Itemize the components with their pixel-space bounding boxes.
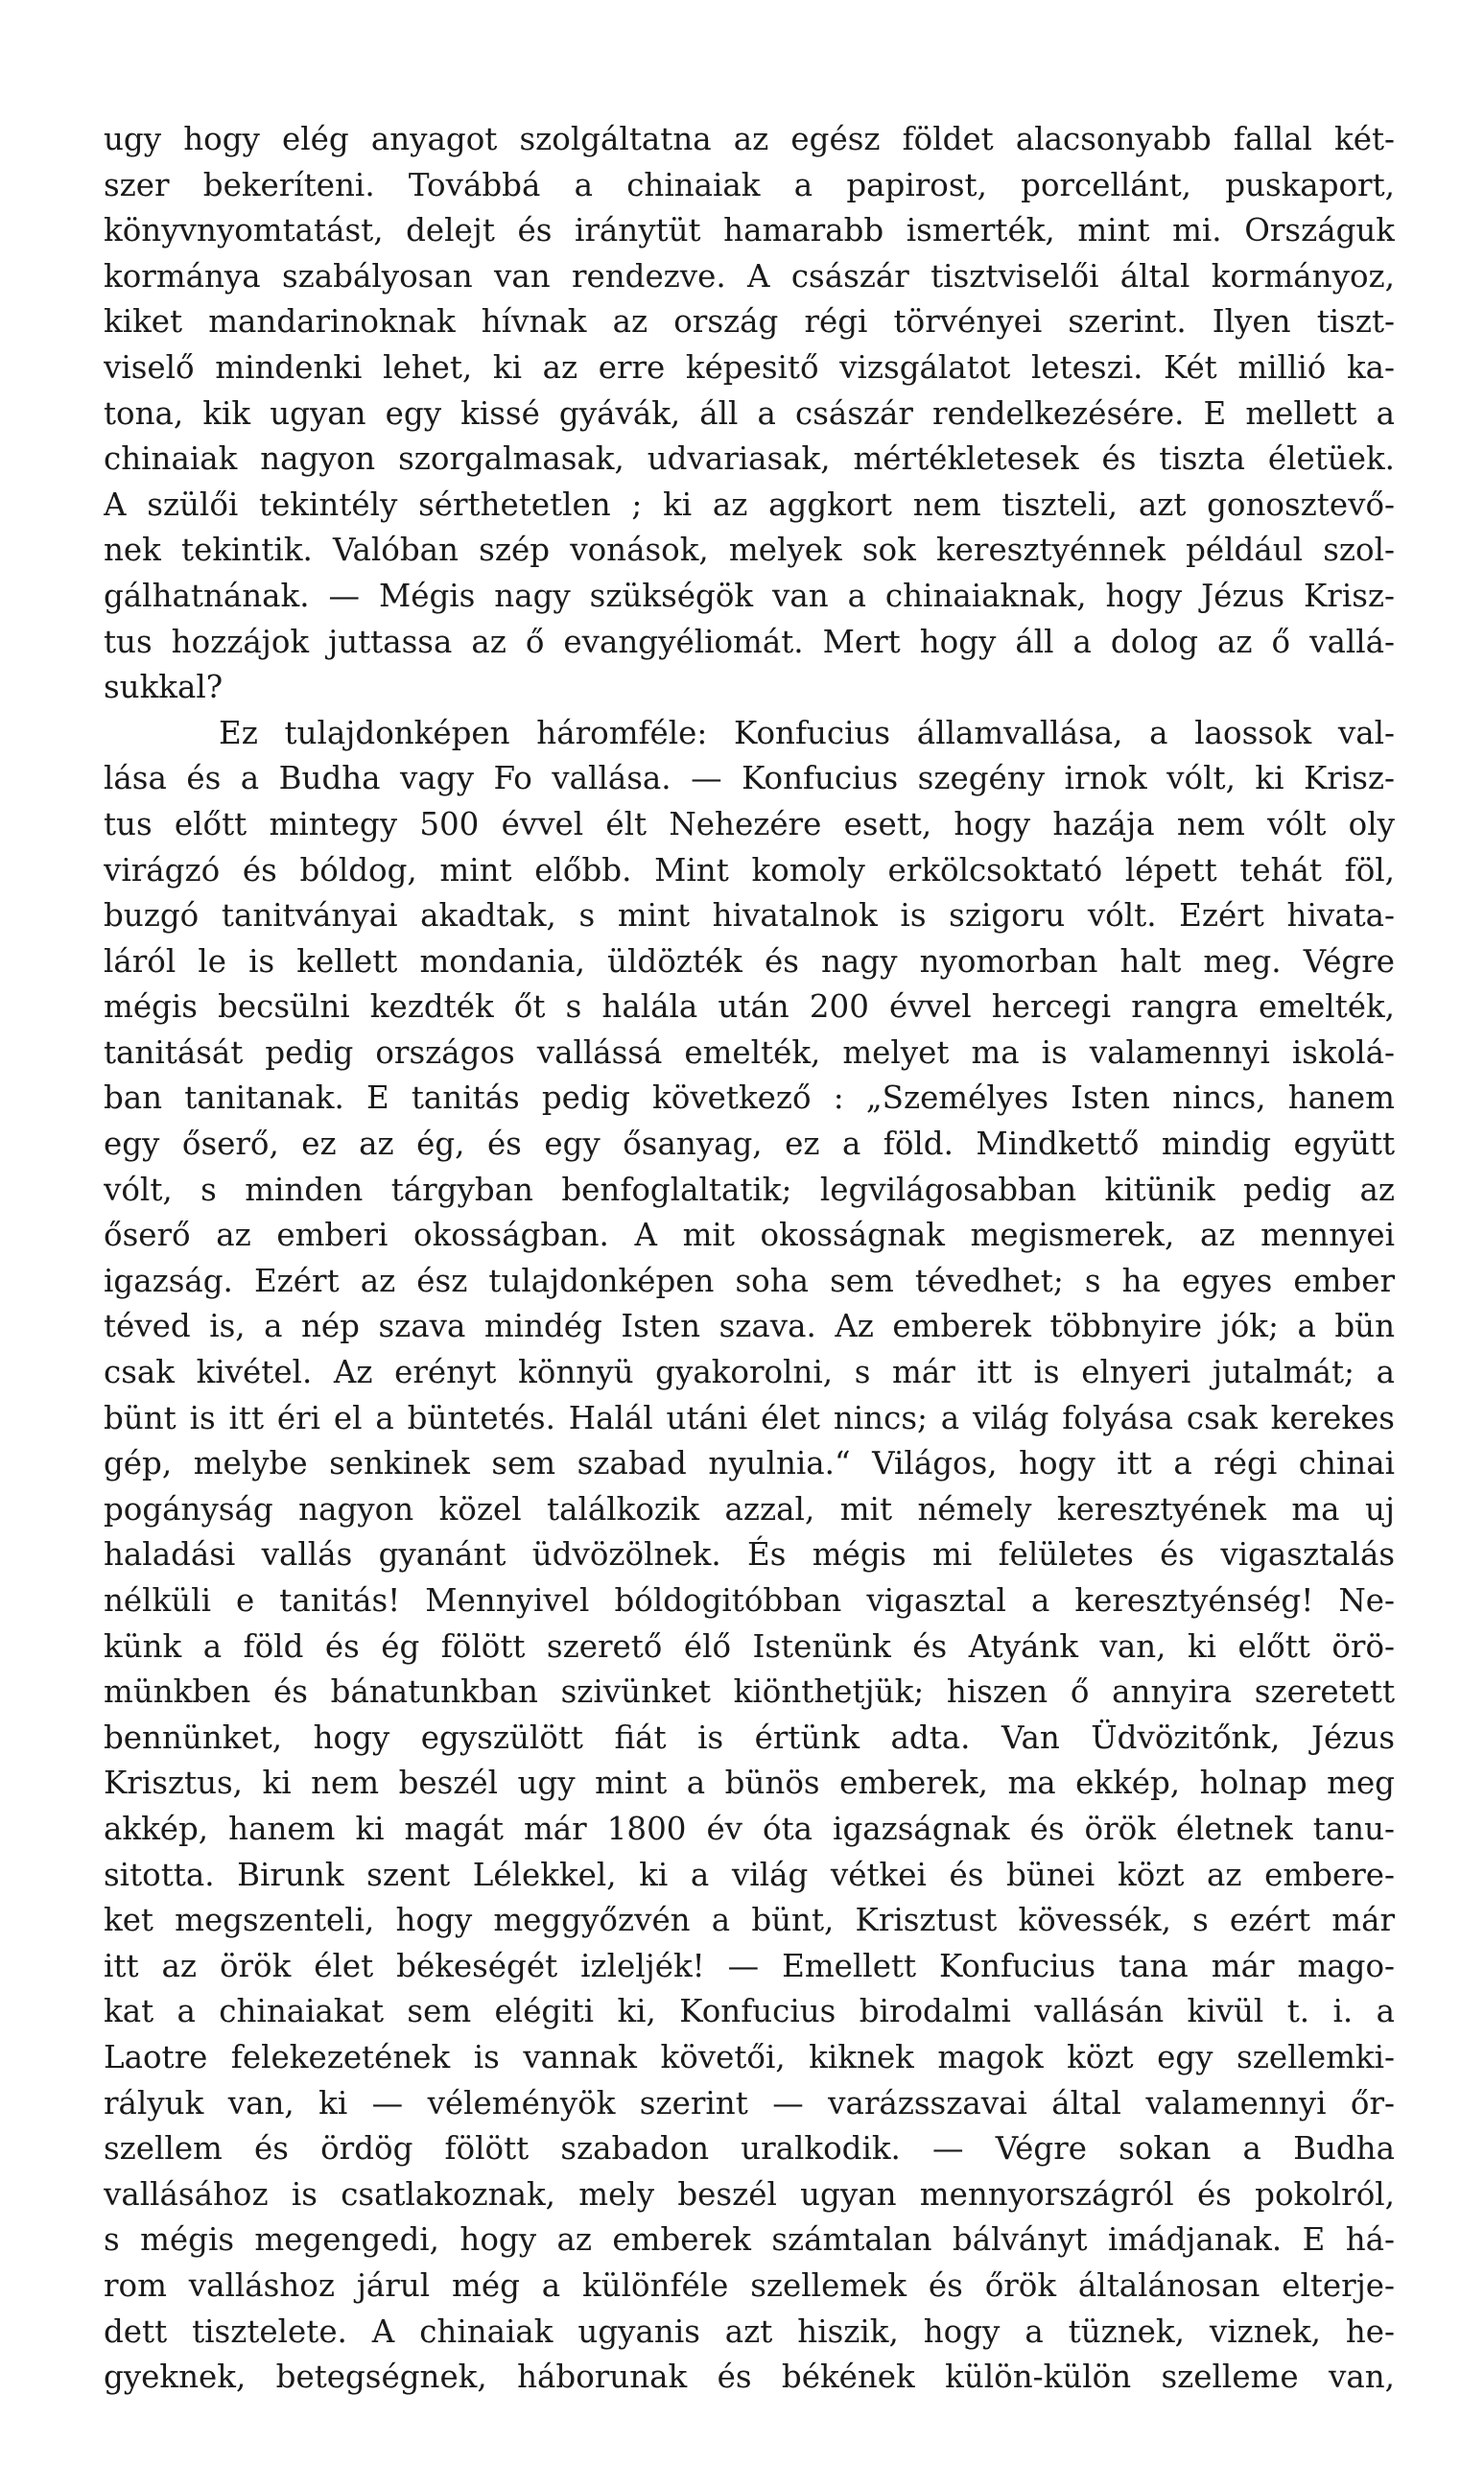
text-line: sitotta. Birunk szent Lélekkel, ki a világ vétkei és bünei közt az embere- (104, 1856, 1395, 1893)
text-line: ban tanitanak. E tanitás pedig következő : „Személyes Isten nincs, hanem (104, 1079, 1395, 1117)
text-line: Krisztus, ki nem beszél ugy mint a bünös emberek, ma ekkép, holnap meg (104, 1765, 1395, 1802)
text-line: tus hozzájok juttassa az ő evangyéliomát. Mert hogy áll a dolog az ő vallá- (104, 623, 1395, 660)
text-line: csak kivétel. Az erényt könnyü gyakorolni, s már itt is elnyeri jutalmát; a (104, 1354, 1395, 1391)
text-line: gálhatnának. — Mégis nagy szükségök van a chinaiaknak, hogy Jézus Krisz- (104, 577, 1395, 614)
text-line: mégis becsülni kezdték őt s halála után 200 évvel hercegi rangra emelték, (104, 988, 1395, 1026)
text-line: pogányság nagyon közel találkozik azzal, mit némely keresztyének ma uj (104, 1490, 1395, 1528)
text-line: lása és a Budha vagy Fo vallása. — Konfucius szegény irnok vólt, ki Krisz- (104, 760, 1395, 797)
text-line: bennünket, hogy egyszülött fiát is értünk adta. Van Üdvözitőnk, Jézus (104, 1719, 1395, 1756)
text-line: tus előtt mintegy 500 évvel élt Nehezére esett, hogy hazája nem vólt oly (104, 805, 1395, 842)
text-line: akkép, hanem ki magát már 1800 év óta igazságnak és örök életnek tanu- (104, 1810, 1395, 1847)
text-line: dett tisztelete. A chinaiak ugyanis azt hiszik, hogy a tüznek, viznek, he- (104, 2312, 1395, 2350)
text-line: láról le is kellett mondania, üldözték és nagy nyomorban halt meg. Végre (104, 942, 1395, 980)
text-line: nek tekintik. Valóban szép vonások, melyek sok keresztyénnek például szol- (104, 532, 1395, 569)
text-line: könyvnyomtatást, delejt és iránytüt hamarabb ismerték, mint mi. Országuk (104, 212, 1395, 249)
text-line: igazság. Ezért az ész tulajdonképen soha sem tévedhet; s ha egyes ember (104, 1262, 1395, 1299)
text-line: kormánya szabályosan van rendezve. A császár tisztviselői által kormányoz, (104, 257, 1395, 295)
text-line: nélküli e tanitás! Mennyivel bóldogitóbban vigasztal a keresztyénség! Ne- (104, 1582, 1395, 1619)
text-line: virágzó és bóldog, mint előbb. Mint komoly erkölcsoktató lépett tehát föl, (104, 851, 1395, 889)
text-line: kiket mandarinoknak hívnak az ország régi törvényei szerint. Ilyen tiszt- (104, 303, 1395, 341)
text-line: gyeknek, betegségnek, háborunak és békének külön-külön szelleme van, (104, 2359, 1395, 2396)
text-line: rom valláshoz járul még a különféle szellemek és őrök általánosan elterje- (104, 2266, 1395, 2304)
text-line: A szülői tekintély sérthetetlen ; ki az aggkort nem tiszteli, azt gonosztevő- (104, 486, 1395, 523)
text-line: münkben és bánatunkban szivünket kiönthetjük; hiszen ő annyira szeretett (104, 1673, 1395, 1711)
text-line: egy őserő, ez az ég, és egy ősanyag, ez a föld. Mindkettő mindig együtt (104, 1126, 1395, 1163)
text-line: szellem és ördög fölött szabadon uralkodik. — Végre sokan a Budha (104, 2130, 1395, 2168)
text-line: őserő az emberi okosságban. A mit okosságnak megismerek, az mennyei (104, 1217, 1395, 1254)
text-line: tanitását pedig országos vallássá emelték, melyet ma is valamennyi iskolá- (104, 1033, 1395, 1071)
page-text-block (104, 117, 1395, 2401)
text-line: viselő mindenki lehet, ki az erre képesitő vizsgálatot leteszi. Két millió ka- (104, 348, 1395, 386)
text-line: itt az örök élet békeségét izleljék! — Emellett Konfucius tana már mago- (104, 1947, 1395, 1984)
text-line: bünt is itt éri el a büntetés. Halál utáni élet nincs; a világ folyása csak kerekes (104, 1399, 1395, 1436)
text-line: téved is, a nép szava mindég Isten szava. Az emberek többnyire jók; a bün (104, 1308, 1395, 1345)
text-line: haladási vallás gyanánt üdvözölnek. És mégis mi felületes és vigasztalás (104, 1536, 1395, 1574)
text-line: ugy hogy elég anyagot szolgáltatna az egész földet alacsonyabb fallal két- (104, 121, 1395, 157)
text-line: kat a chinaiakat sem elégiti ki, Konfucius birodalmi vallásán kivül t. i. a (104, 1993, 1395, 2030)
text-line: ket megszenteli, hogy meggyőzvén a bünt, Krisztust kövessék, s ezért már (104, 1902, 1395, 1939)
text-line: chinaiak nagyon szorgalmasak, udvariasak, mértékletesek és tiszta életüek. (104, 440, 1395, 478)
text-line: künk a föld és ég fölött szerető élő Istenünk és Atyánk van, ki előtt örö- (104, 1627, 1395, 1665)
text-line: buzgó tanitványai akadtak, s mint hivatalnok is szigoru vólt. Ezért hivata- (104, 897, 1395, 935)
text-line: gép, melybe senkinek sem szabad nyulnia.“ Világos, hogy itt a régi chinai (104, 1445, 1395, 1482)
text-line: Laotre felekezetének is vannak követői, kiknek magok közt egy szellemki- (104, 2038, 1395, 2075)
text-line: vallásához is csatlakoznak, mely beszél ugyan mennyországról és pokolról, (104, 2175, 1395, 2213)
text-line: rályuk van, ki — véleményök szerint — varázsszavai által valamennyi őr- (104, 2084, 1395, 2122)
text-line: szer bekeríteni. Továbbá a chinaiak a papirost, porcellánt, puskaport, (104, 166, 1395, 203)
text-line: tona, kik ugyan egy kissé gyávák, áll a császár rendelkezésére. E mellett a (104, 394, 1395, 432)
text-line: vólt, s minden tárgyban benfoglaltatik; legvilágosabban kitünik pedig az (104, 1171, 1395, 1208)
text-line-paragraph-end: sukkal? (104, 669, 224, 706)
text-line: s mégis megengedi, hogy az emberek számtalan bálványt imádjanak. E há- (104, 2221, 1395, 2259)
text-line-paragraph-start: Ez tulajdonképen háromféle: Konfucius államvallása, a laossok val- (219, 714, 1395, 751)
